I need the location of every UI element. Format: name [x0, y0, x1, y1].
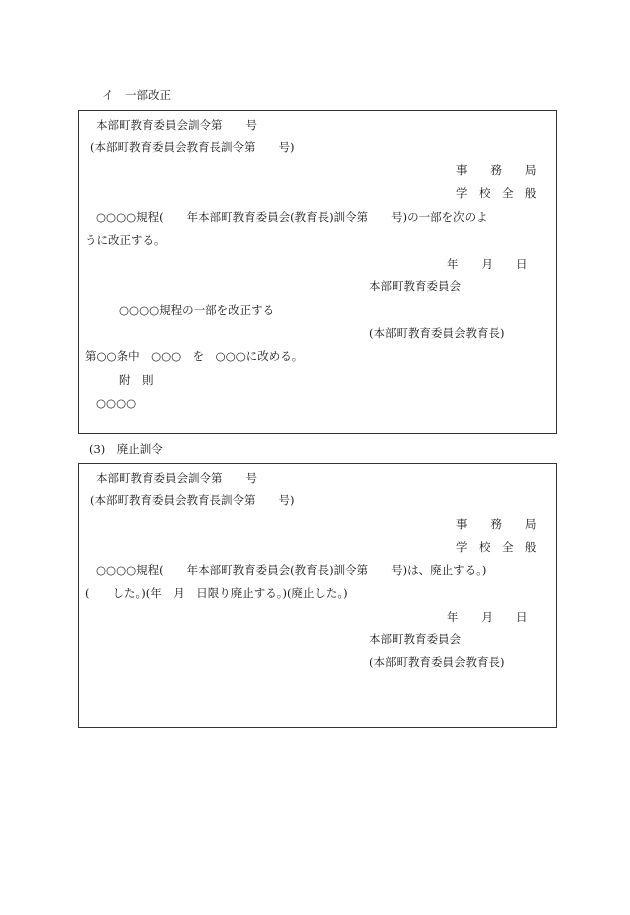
- order-number-line-alt: (本部町教育委員会教育長訓令第 号): [90, 493, 295, 507]
- order-number-line-alt: (本部町教育委員会教育長訓令第 号): [90, 140, 295, 154]
- repeal-body-line-1: ○○○○規程( 年本部町教育委員会(教育長)訓令第 号)は、廃止する。): [96, 563, 487, 577]
- section-heading-partial-amendment: イ 一部改正: [102, 88, 171, 102]
- supplementary-provisions-heading: 附 則: [119, 373, 154, 387]
- issuer-board: 本部町教育委員会: [369, 632, 461, 646]
- issuer-superintendent: (本部町教育委員会教育長): [369, 326, 505, 340]
- amendment-subject: ○○○○規程の一部を改正する: [119, 303, 275, 317]
- supplementary-provisions-body: ○○○○: [96, 396, 137, 410]
- order-number-line: 本部町教育委員会訓令第 号: [96, 471, 257, 485]
- department-office: 事 務 局: [456, 163, 537, 177]
- department-schools: 学 校 全 般: [456, 186, 537, 200]
- section-heading-repeal-order: (3) 廃止訓令: [89, 442, 163, 456]
- issue-date: 年 月 日: [447, 257, 528, 271]
- partial-amendment-form: [78, 110, 557, 434]
- order-number-line: 本部町教育委員会訓令第 号: [96, 118, 257, 132]
- issue-date: 年 月 日: [447, 610, 528, 624]
- department-schools: 学 校 全 般: [456, 540, 537, 554]
- repeal-body-line-2: ( した。)(年 月 日限り廃止する。)(廃止した。): [85, 586, 348, 600]
- amendment-clause: 第○○条中 ○○○ を ○○○に改める。: [85, 349, 304, 363]
- issuer-board: 本部町教育委員会: [369, 279, 461, 293]
- amendment-body-line-2: うに改正する。: [85, 233, 166, 247]
- repeal-order-form: [78, 463, 557, 728]
- department-office: 事 務 局: [456, 517, 537, 531]
- amendment-body-line-1: ○○○○規程( 年本部町教育委員会(教育長)訓令第 号)の一部を次のよ: [96, 210, 488, 224]
- issuer-superintendent: (本部町教育委員会教育長): [369, 655, 505, 669]
